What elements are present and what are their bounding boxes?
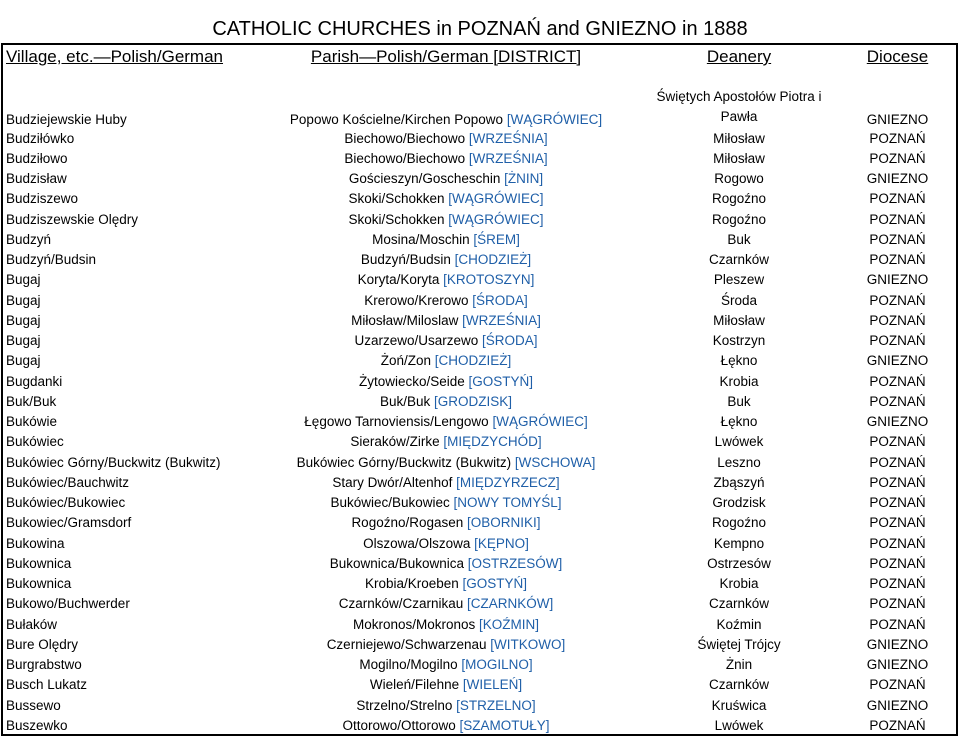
parish-name: Miłosław/Miloslaw — [351, 312, 459, 328]
table-row — [3, 331, 956, 351]
parish-name: Strzelno/Strelno — [356, 697, 453, 713]
table-row — [3, 594, 956, 614]
village-cell: Bukówiec/Bauchwitz — [6, 474, 130, 490]
deanery-cell: Grodzisk — [712, 495, 766, 511]
parish-name: Sieraków/Zirke — [350, 434, 440, 450]
deanery-cell: Buk — [727, 231, 751, 247]
village-cell: Bugaj — [6, 312, 41, 328]
table-row — [3, 655, 956, 675]
district-label: [WRZEŚNIA] — [468, 130, 548, 146]
diocese-cell: POZNAŃ — [869, 474, 926, 490]
diocese-cell: POZNAŃ — [869, 312, 926, 328]
parish-name: Wieleń/Filehne — [369, 677, 460, 693]
parish-cell — [253, 614, 639, 634]
diocese-cell: GNIEZNO — [866, 636, 929, 652]
parish-cell — [253, 574, 639, 594]
parish-cell — [253, 594, 639, 614]
diocese-cell: POZNAŃ — [869, 292, 926, 308]
deanery-cell: Buk — [727, 393, 751, 409]
village-cell: Bukowiec/Gramsdorf — [6, 515, 132, 531]
parish-name: Skoki/Schokken — [348, 191, 445, 207]
village-cell: Budziszewskie Olędry — [6, 211, 139, 227]
village-cell: Budziszewo — [6, 191, 79, 207]
diocese-cell: POZNAŃ — [869, 515, 926, 531]
deanery-cell: Żnin — [725, 657, 753, 673]
diocese-cell: POZNAŃ — [869, 596, 926, 612]
parish-name: Krerowo/Krerowo — [364, 292, 469, 308]
parish-cell — [253, 675, 639, 695]
district-label: [MIĘDZYRZECZ] — [456, 474, 560, 490]
district-label: [WĄGRÓWIEC] — [506, 112, 603, 127]
district-label: [WITKOWO] — [490, 636, 566, 652]
table-row — [3, 432, 956, 452]
village-cell: Bukowo/Buchwerder — [6, 596, 130, 612]
district-label: [KROTOSZYN] — [443, 272, 535, 288]
parish-cell — [253, 290, 639, 310]
village-cell: Bukownica — [6, 555, 72, 571]
deanery-cell: Kruświca — [711, 697, 767, 713]
parish-cell — [253, 69, 639, 128]
district-label: [GOSTYŃ] — [462, 576, 528, 592]
district-label: [ŚRODA] — [472, 292, 528, 308]
deanery-cell: Lwówek — [714, 717, 764, 733]
deanery-cell: Łękno — [720, 353, 758, 369]
village-cell: Budzyń — [6, 231, 52, 247]
village-cell: Bułaków — [6, 616, 58, 632]
district-label: [CHODZIEŻ] — [454, 252, 532, 268]
district-label: [WRZEŚNIA] — [468, 150, 548, 166]
header-parish: Parish—Polish/German [DISTRICT] — [310, 47, 582, 66]
village-cell: Buk/Buk — [6, 393, 57, 409]
parish-cell — [253, 432, 639, 452]
parish-cell — [253, 655, 639, 675]
table-row — [3, 69, 956, 128]
table-row — [3, 553, 956, 573]
diocese-cell: POZNAŃ — [869, 333, 926, 349]
table-row — [3, 452, 956, 472]
district-label: [WĄGRÓWIEC] — [448, 191, 544, 207]
deanery-cell: Rogoźno — [711, 515, 767, 531]
parish-cell — [253, 695, 639, 715]
district-label: [WIELEŃ] — [462, 677, 523, 693]
parish-name: Czerniejewo/Schwarzenau — [326, 636, 487, 652]
district-label: [ŻNIN] — [504, 171, 544, 187]
table-row — [3, 533, 956, 553]
district-label: [ŚRODA] — [482, 333, 538, 349]
parish-name: Mosina/Moschin — [372, 231, 470, 247]
deanery-cell: Czarnków — [708, 677, 770, 693]
village-cell: Bugaj — [6, 272, 41, 288]
district-label: [NOWY TOMYŚL] — [453, 495, 562, 511]
table-row — [3, 715, 956, 735]
diocese-cell: POZNAŃ — [869, 434, 926, 450]
table-row — [3, 371, 956, 391]
diocese-cell: POZNAŃ — [869, 231, 926, 247]
table-row — [3, 493, 956, 513]
parish-cell — [253, 634, 639, 654]
parish-name: Buk/Buk — [379, 393, 431, 409]
district-label: [MIĘDZYCHÓD] — [443, 434, 542, 450]
diocese-cell: POZNAŃ — [869, 677, 926, 693]
churches-table — [3, 45, 956, 736]
village-cell: Bugaj — [6, 292, 41, 308]
header-diocese: Diocese — [866, 47, 929, 66]
table-row — [3, 675, 956, 695]
parish-name: Żoń/Zon — [380, 353, 431, 369]
deanery-cell: Środa — [720, 292, 758, 308]
village-cell: Bugdanki — [6, 373, 63, 389]
district-label: [WRZEŚNIA] — [462, 312, 541, 328]
village-cell: Bussewo — [6, 697, 61, 713]
deanery-cell: Rogoźno — [711, 211, 767, 227]
village-cell: Bukówiec Górny/Buckwitz (Bukwitz) — [6, 454, 221, 470]
parish-cell — [253, 250, 639, 270]
parish-cell — [253, 148, 639, 168]
diocese-cell: GNIEZNO — [866, 697, 929, 713]
parish-cell — [253, 270, 639, 290]
deanery-cell: Koźmin — [716, 616, 762, 632]
deanery-cell: Rogowo — [714, 171, 764, 187]
parish-name: Bukownica/Bukownica — [329, 555, 465, 571]
parish-cell — [253, 371, 639, 391]
district-label: [CZARNKÓW] — [467, 596, 554, 612]
diocese-cell: POZNAŃ — [869, 150, 926, 166]
parish-name: Mokronos/Mokronos — [352, 616, 476, 632]
parish-cell — [253, 209, 639, 229]
diocese-cell: GNIEZNO — [866, 657, 929, 673]
parish-cell — [253, 169, 639, 189]
district-label: [WĄGRÓWIEC] — [448, 211, 544, 227]
village-cell: Bugaj — [6, 353, 41, 369]
diocese-cell: GNIEZNO — [866, 414, 929, 430]
table-body — [3, 69, 956, 736]
diocese-cell: POZNAŃ — [869, 393, 926, 409]
table-row — [3, 128, 956, 148]
deanery-cell: Miłosław — [713, 312, 765, 328]
table-row — [3, 250, 956, 270]
deanery-cell: Łękno — [720, 414, 758, 430]
parish-name: Uzarzewo/Usarzewo — [354, 333, 479, 349]
village-cell: Budzyń/Budsin — [6, 252, 97, 268]
village-cell: Bukówiec — [6, 434, 64, 450]
diocese-cell: POZNAŃ — [869, 252, 926, 268]
table-row — [3, 270, 956, 290]
district-label: [STRZELNO] — [456, 697, 536, 713]
deanery-cell: Świętej Trójcy — [697, 636, 781, 652]
district-label: [KOŹMIN] — [479, 616, 540, 632]
parish-name: Krobia/Kroeben — [364, 576, 459, 592]
diocese-cell: GNIEZNO — [866, 272, 929, 288]
parish-name: Łęgowo Tarnoviensis/Lengowo — [304, 414, 489, 430]
district-label: [KĘPNO] — [474, 535, 529, 551]
parish-cell — [253, 331, 639, 351]
diocese-cell: POZNAŃ — [869, 454, 926, 470]
parish-cell — [253, 715, 639, 735]
diocese-cell: GNIEZNO — [866, 171, 929, 187]
village-cell: Bukownica — [6, 576, 72, 592]
parish-name: Skoki/Schokken — [348, 211, 445, 227]
parish-cell — [253, 310, 639, 330]
parish-name: Stary Dwór/Altenhof — [332, 474, 453, 490]
parish-name: Żytowiecko/Seide — [358, 373, 465, 389]
deanery-cell: Kostrzyn — [712, 333, 766, 349]
deanery-cell: Krobia — [719, 576, 759, 592]
district-label: [SZAMOTUŁY] — [459, 717, 550, 733]
parish-cell — [253, 391, 639, 411]
parish-cell — [253, 351, 639, 371]
village-cell: Busch Lukatz — [6, 677, 88, 693]
table-row — [3, 148, 956, 168]
table-row — [3, 169, 956, 189]
parish-cell — [253, 452, 639, 472]
parish-name: Gościeszyn/Goscheschin — [348, 171, 501, 187]
deanery-cell: Lwówek — [714, 434, 764, 450]
parish-name: Koryta/Koryta — [357, 272, 440, 288]
table-row — [3, 310, 956, 330]
district-label: [GOSTYŃ] — [468, 373, 534, 389]
deanery-cell: Miłosław — [713, 150, 765, 166]
diocese-cell: GNIEZNO — [866, 353, 929, 369]
diocese-cell: POZNAŃ — [869, 616, 926, 632]
district-label: [GRODZISK] — [434, 393, 513, 409]
parish-name: Bukówiec Górny/Buckwitz (Bukwitz) — [296, 454, 512, 470]
deanery-cell: Zbąszyń — [713, 474, 765, 490]
table-row — [3, 391, 956, 411]
deanery-cell: Miłosław — [713, 130, 765, 146]
parish-cell — [253, 513, 639, 533]
parish-name: Bukówiec/Bukowiec — [330, 495, 450, 511]
district-label: [OBORNIKI] — [467, 515, 541, 531]
churches-table-frame — [1, 43, 958, 736]
district-label: [ŚREM] — [473, 231, 520, 247]
parish-name: Czarnków/Czarnikau — [338, 596, 464, 612]
deanery-cell: Kempno — [713, 535, 765, 551]
village-cell: Budziłówko — [6, 130, 75, 146]
table-row — [3, 574, 956, 594]
parish-name: Budzyń/Budsin — [360, 252, 451, 268]
deanery-cell: Świętych Apostołów Piotra i Pawła — [656, 89, 822, 124]
village-cell: Bukówiec/Bukowiec — [6, 495, 126, 511]
village-cell: Bukówie — [6, 414, 58, 430]
district-label: [WĄGRÓWIEC] — [492, 414, 588, 430]
village-cell: Burgrabstwo — [6, 657, 82, 673]
diocese-cell: POZNAŃ — [869, 495, 926, 511]
village-cell: Buszewko — [6, 717, 68, 733]
diocese-cell: POZNAŃ — [869, 130, 926, 146]
parish-name: Mogilno/Mogilno — [359, 657, 458, 673]
deanery-cell: Rogoźno — [711, 191, 767, 207]
table-row — [3, 412, 956, 432]
table-row — [3, 351, 956, 371]
village-cell: Bugaj — [6, 333, 41, 349]
page-title: CATHOLIC CHURCHES in POZNAŃ and GNIEZNO in 1888 — [212, 18, 748, 41]
table-row — [3, 634, 956, 654]
header-village: Village, etc.—Polish/German — [6, 47, 224, 66]
parish-name: Biechowo/Biechowo — [344, 130, 466, 146]
parish-name: Popowo Kościelne/Kirchen Popowo — [289, 112, 504, 127]
diocese-cell: POZNAŃ — [869, 576, 926, 592]
parish-cell — [253, 189, 639, 209]
deanery-cell: Ostrzesów — [707, 555, 771, 571]
table-row — [3, 290, 956, 310]
parish-cell — [253, 472, 639, 492]
table-row — [3, 189, 956, 209]
village-cell: Budzisław — [6, 171, 67, 187]
village-cell: Budziejewskie Huby — [6, 112, 127, 127]
parish-cell — [253, 533, 639, 553]
district-label: [WSCHOWA] — [514, 454, 596, 470]
deanery-cell: Czarnków — [708, 252, 770, 268]
parish-cell — [253, 128, 639, 148]
village-cell: Budziłowo — [6, 150, 68, 166]
table-row — [3, 513, 956, 533]
deanery-cell: Pleszew — [713, 272, 765, 288]
parish-name: Ottorowo/Ottorowo — [342, 717, 456, 733]
table-row — [3, 472, 956, 492]
district-label: [OSTRZESÓW] — [467, 555, 563, 571]
parish-name: Biechowo/Biechowo — [344, 150, 466, 166]
diocese-cell: POZNAŃ — [869, 211, 926, 227]
village-cell: Bure Olędry — [6, 636, 79, 652]
parish-name: Rogoźno/Rogasen — [351, 515, 464, 531]
parish-cell — [253, 553, 639, 573]
table-row — [3, 229, 956, 249]
diocese-cell: POZNAŃ — [869, 191, 926, 207]
deanery-cell: Czarnków — [708, 596, 770, 612]
header-deanery: Deanery — [706, 47, 772, 66]
diocese-cell: POZNAŃ — [869, 717, 926, 733]
parish-cell — [253, 493, 639, 513]
parish-cell — [253, 412, 639, 432]
district-label: [MOGILNO] — [461, 657, 533, 673]
deanery-cell: Krobia — [719, 373, 759, 389]
district-label: [CHODZIEŻ] — [434, 353, 512, 369]
diocese-cell: POZNAŃ — [869, 373, 926, 389]
diocese-cell: GNIEZNO — [866, 112, 929, 127]
deanery-cell: Leszno — [717, 454, 761, 470]
table-row — [3, 209, 956, 229]
diocese-cell: POZNAŃ — [869, 555, 926, 571]
village-cell: Bukowina — [6, 535, 65, 551]
table-row — [3, 614, 956, 634]
parish-name: Olszowa/Olszowa — [363, 535, 471, 551]
header-row — [3, 45, 956, 69]
parish-cell — [253, 229, 639, 249]
diocese-cell: POZNAŃ — [869, 535, 926, 551]
table-row — [3, 695, 956, 715]
